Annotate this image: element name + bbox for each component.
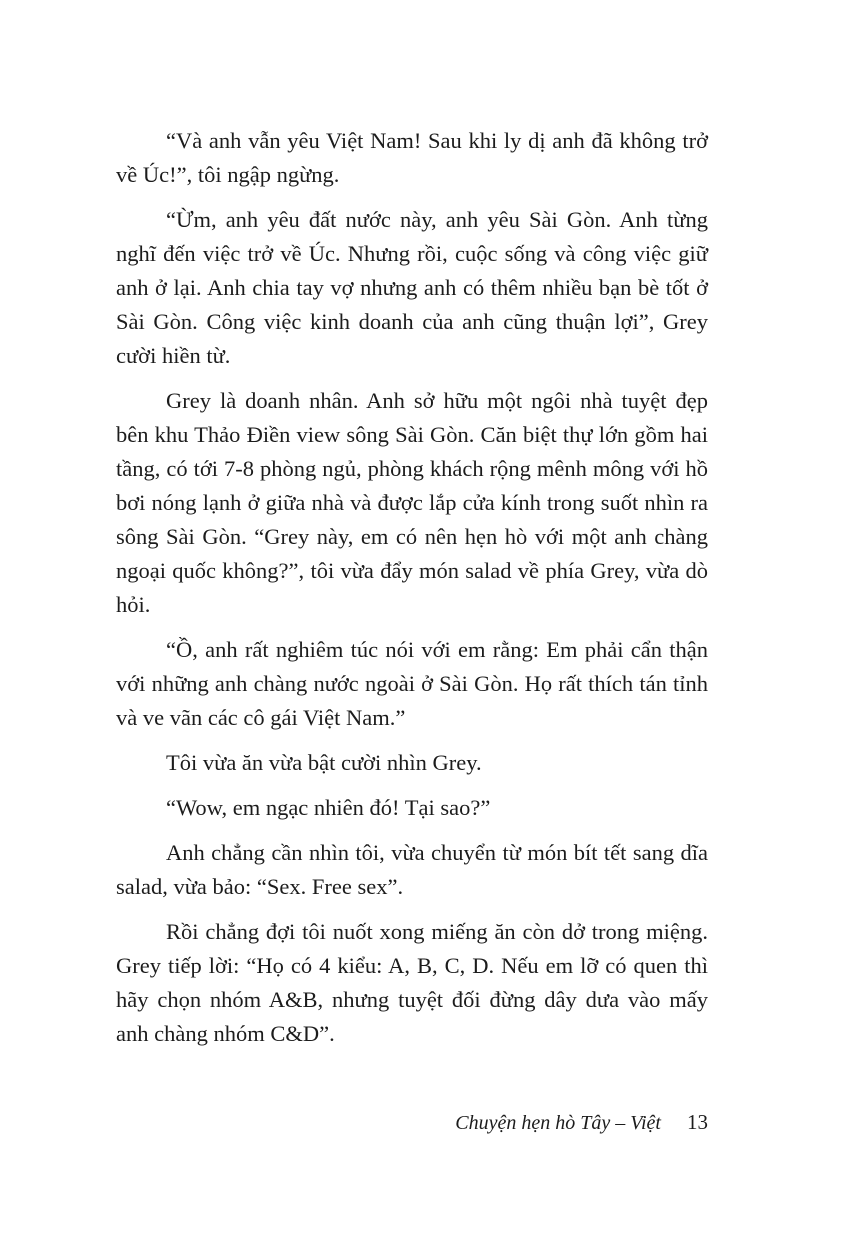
body-text	[116, 124, 708, 1062]
page-number: 13	[687, 1110, 708, 1134]
paragraph-2: “Ừm, anh yêu đất nước này, anh yêu Sài Gòn. Anh từng nghĩ đến việc trở về Úc. Nhưng rồi, cuộc sống và công việc giữ anh ở lại. Anh chia tay vợ nhưng anh có thêm nhiều bạn bè tốt ở Sài Gòn. Công việc kinh doanh của anh cũng thuận lợi”, Grey cười hiền từ.	[116, 207, 708, 368]
paragraph-1: “Và anh vẫn yêu Việt Nam! Sau khi ly dị anh đã không trở về Úc!”, tôi ngập ngừng.	[116, 128, 708, 187]
paragraph-6: “Wow, em ngạc nhiên đó! Tại sao?”	[166, 795, 491, 820]
running-title: Chuyện hẹn hò Tây – Việt	[455, 1112, 661, 1134]
paragraph-8: Rồi chẳng đợi tôi nuốt xong miếng ăn còn dở trong miệng. Grey tiếp lời: “Họ có 4 kiểu: A, B, C, D. Nếu em lỡ có quen thì hãy chọn nhóm A&B, nhưng tuyệt đối đừng dây dưa vào mấy anh chàng nhóm C&D”.	[116, 919, 708, 1046]
paragraph-5: Tôi vừa ăn vừa bật cười nhìn Grey.	[166, 750, 482, 775]
paragraph-3: Grey là doanh nhân. Anh sở hữu một ngôi nhà tuyệt đẹp bên khu Thảo Điền view sông Sài Gòn. Căn biệt thự lớn gồm hai tầng, có tới 7-8 phòng ngủ, phòng khách rộng mênh mông với hồ bơi nóng lạnh ở giữa nhà và được lắp cửa kính trong suốt nhìn ra sông Sài Gòn. “Grey này, em có nên hẹn hò với một anh chàng ngoại quốc không?”, tôi vừa đẩy món salad về phía Grey, vừa dò hỏi.	[116, 388, 708, 617]
paragraph-4: “Ồ, anh rất nghiêm túc nói với em rằng: Em phải cẩn thận với những anh chàng nước ngoài ở Sài Gòn. Họ rất thích tán tỉnh và ve vãn các cô gái Việt Nam.”	[116, 637, 708, 730]
paragraph-7: Anh chẳng cần nhìn tôi, vừa chuyển từ món bít tết sang dĩa salad, vừa bảo: “Sex. Free sex”.	[116, 840, 708, 899]
running-footer	[116, 1106, 708, 1138]
